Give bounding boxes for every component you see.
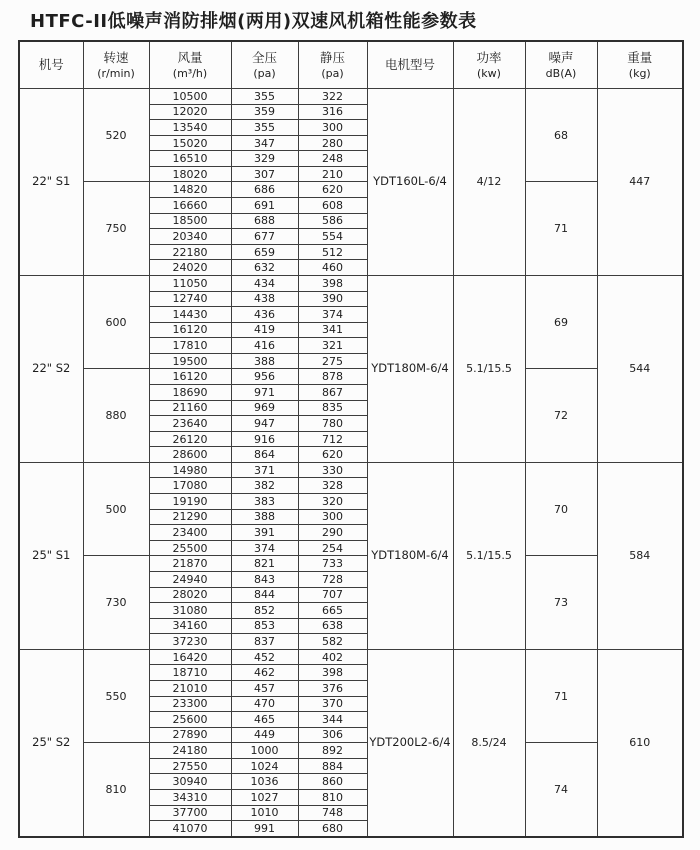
total-pressure-cell: 434 [231, 275, 298, 291]
flow-cell: 10500 [149, 89, 231, 105]
total-pressure-cell: 1000 [231, 743, 298, 759]
total-pressure-cell: 329 [231, 151, 298, 167]
flow-cell: 16120 [149, 322, 231, 338]
total-pressure-cell: 383 [231, 494, 298, 510]
static-pressure-cell: 330 [298, 462, 367, 478]
total-pressure-cell: 956 [231, 369, 298, 385]
flow-cell: 41070 [149, 821, 231, 837]
total-pressure-cell: 991 [231, 821, 298, 837]
total-pressure-cell: 436 [231, 307, 298, 323]
static-pressure-cell: 328 [298, 478, 367, 494]
static-pressure-cell: 810 [298, 790, 367, 806]
total-pressure-cell: 371 [231, 462, 298, 478]
flow-cell: 17810 [149, 338, 231, 354]
flow-cell: 18690 [149, 384, 231, 400]
static-pressure-cell: 733 [298, 556, 367, 572]
speed-cell: 880 [83, 369, 149, 462]
static-pressure-cell: 248 [298, 151, 367, 167]
weight-cell: 584 [597, 462, 683, 649]
flow-cell: 25500 [149, 540, 231, 556]
total-pressure-cell: 853 [231, 618, 298, 634]
col-header-unit: (pa) [253, 66, 276, 80]
model-cell: 22" S2 [19, 275, 83, 462]
static-pressure-cell: 620 [298, 182, 367, 198]
col-header-label: 功率 [476, 50, 502, 66]
static-pressure-cell: 402 [298, 649, 367, 665]
col-header-model [19, 41, 83, 89]
total-pressure-cell: 449 [231, 727, 298, 743]
col-header-unit: dB(A) [545, 66, 577, 80]
static-pressure-cell: 254 [298, 540, 367, 556]
total-pressure-cell: 1036 [231, 774, 298, 790]
flow-cell: 21010 [149, 680, 231, 696]
table-row [19, 743, 683, 759]
speed-cell: 600 [83, 275, 149, 368]
total-pressure-cell: 916 [231, 431, 298, 447]
motor-cell: YDT180M-6/4 [367, 275, 453, 462]
static-pressure-cell: 300 [298, 509, 367, 525]
static-pressure-cell: 398 [298, 665, 367, 681]
noise-cell: 72 [525, 369, 597, 462]
static-pressure-cell: 316 [298, 104, 367, 120]
total-pressure-cell: 821 [231, 556, 298, 572]
flow-cell: 23300 [149, 696, 231, 712]
noise-cell: 68 [525, 89, 597, 182]
static-pressure-cell: 608 [298, 198, 367, 214]
static-pressure-cell: 665 [298, 603, 367, 619]
table-row [19, 89, 683, 105]
total-pressure-cell: 969 [231, 400, 298, 416]
noise-cell: 74 [525, 743, 597, 837]
flow-cell: 14980 [149, 462, 231, 478]
total-pressure-cell: 844 [231, 587, 298, 603]
total-pressure-cell: 677 [231, 229, 298, 245]
static-pressure-cell: 398 [298, 275, 367, 291]
col-header-noise [525, 41, 597, 89]
static-pressure-cell: 290 [298, 525, 367, 541]
flow-cell: 18710 [149, 665, 231, 681]
total-pressure-cell: 374 [231, 540, 298, 556]
total-pressure-cell: 947 [231, 416, 298, 432]
static-pressure-cell: 300 [298, 120, 367, 136]
col-header-unit: (kg) [628, 66, 651, 80]
flow-cell: 15020 [149, 135, 231, 151]
static-pressure-cell: 582 [298, 634, 367, 650]
total-pressure-cell: 864 [231, 447, 298, 463]
total-pressure-cell: 416 [231, 338, 298, 354]
total-pressure-cell: 1027 [231, 790, 298, 806]
flow-cell: 23640 [149, 416, 231, 432]
total-pressure-cell: 470 [231, 696, 298, 712]
flow-cell: 18020 [149, 166, 231, 182]
total-pressure-cell: 355 [231, 89, 298, 105]
col-header-unit: (r/min) [97, 66, 135, 80]
total-pressure-cell: 971 [231, 384, 298, 400]
flow-cell: 24020 [149, 260, 231, 276]
flow-cell: 28600 [149, 447, 231, 463]
speed-cell: 500 [83, 462, 149, 555]
noise-cell: 71 [525, 182, 597, 275]
model-cell: 25" S2 [19, 649, 83, 837]
static-pressure-cell: 374 [298, 307, 367, 323]
col-header-unit: (m³/h) [172, 66, 208, 80]
col-header-flow [149, 41, 231, 89]
table-row [19, 556, 683, 572]
total-pressure-cell: 462 [231, 665, 298, 681]
col-header-weight [597, 41, 683, 89]
flow-cell: 14430 [149, 307, 231, 323]
header-row [19, 41, 683, 89]
total-pressure-cell: 1010 [231, 805, 298, 821]
flow-cell: 16510 [149, 151, 231, 167]
static-pressure-cell: 728 [298, 571, 367, 587]
flow-cell: 34310 [149, 790, 231, 806]
fan-performance-table [18, 40, 684, 838]
total-pressure-cell: 1024 [231, 758, 298, 774]
col-header-static-pressure [298, 41, 367, 89]
flow-cell: 19190 [149, 494, 231, 510]
static-pressure-cell: 376 [298, 680, 367, 696]
col-header-speed [83, 41, 149, 89]
static-pressure-cell: 344 [298, 712, 367, 728]
col-header-unit: (kw) [477, 66, 501, 80]
static-pressure-cell: 780 [298, 416, 367, 432]
noise-cell: 73 [525, 556, 597, 649]
flow-cell: 12020 [149, 104, 231, 120]
flow-cell: 13540 [149, 120, 231, 136]
static-pressure-cell: 320 [298, 494, 367, 510]
flow-cell: 16660 [149, 198, 231, 214]
flow-cell: 37700 [149, 805, 231, 821]
flow-cell: 27890 [149, 727, 231, 743]
table-row [19, 275, 683, 291]
static-pressure-cell: 884 [298, 758, 367, 774]
col-header-label: 静压 [319, 50, 345, 66]
static-pressure-cell: 210 [298, 166, 367, 182]
static-pressure-cell: 322 [298, 89, 367, 105]
total-pressure-cell: 359 [231, 104, 298, 120]
flow-cell: 28020 [149, 587, 231, 603]
flow-cell: 26120 [149, 431, 231, 447]
col-header-label: 转速 [103, 50, 129, 66]
col-header-power [453, 41, 525, 89]
motor-cell: YDT200L2-6/4 [367, 649, 453, 837]
flow-cell: 16420 [149, 649, 231, 665]
flow-cell: 31080 [149, 603, 231, 619]
flow-cell: 30940 [149, 774, 231, 790]
col-header-label: 机号 [38, 56, 64, 72]
noise-cell: 69 [525, 275, 597, 368]
flow-cell: 37230 [149, 634, 231, 650]
weight-cell: 447 [597, 89, 683, 276]
total-pressure-cell: 837 [231, 634, 298, 650]
power-cell: 5.1/15.5 [453, 275, 525, 462]
flow-cell: 34160 [149, 618, 231, 634]
weight-cell: 544 [597, 275, 683, 462]
static-pressure-cell: 306 [298, 727, 367, 743]
total-pressure-cell: 388 [231, 353, 298, 369]
static-pressure-cell: 680 [298, 821, 367, 837]
total-pressure-cell: 465 [231, 712, 298, 728]
total-pressure-cell: 355 [231, 120, 298, 136]
power-cell: 4/12 [453, 89, 525, 276]
total-pressure-cell: 452 [231, 649, 298, 665]
flow-cell: 21160 [149, 400, 231, 416]
static-pressure-cell: 835 [298, 400, 367, 416]
static-pressure-cell: 321 [298, 338, 367, 354]
flow-cell: 12740 [149, 291, 231, 307]
col-header-label: 重量 [627, 50, 653, 66]
static-pressure-cell: 707 [298, 587, 367, 603]
flow-cell: 24940 [149, 571, 231, 587]
static-pressure-cell: 748 [298, 805, 367, 821]
flow-cell: 21290 [149, 509, 231, 525]
total-pressure-cell: 659 [231, 244, 298, 260]
noise-cell: 70 [525, 462, 597, 555]
col-header-total-pressure [231, 41, 298, 89]
total-pressure-cell: 382 [231, 478, 298, 494]
col-header-label: 全压 [251, 50, 277, 66]
flow-cell: 22180 [149, 244, 231, 260]
total-pressure-cell: 419 [231, 322, 298, 338]
static-pressure-cell: 390 [298, 291, 367, 307]
static-pressure-cell: 280 [298, 135, 367, 151]
table-row [19, 649, 683, 665]
speed-cell: 550 [83, 649, 149, 742]
total-pressure-cell: 688 [231, 213, 298, 229]
total-pressure-cell: 307 [231, 166, 298, 182]
total-pressure-cell: 347 [231, 135, 298, 151]
col-header-unit: (pa) [321, 66, 344, 80]
flow-cell: 24180 [149, 743, 231, 759]
speed-cell: 730 [83, 556, 149, 649]
total-pressure-cell: 843 [231, 571, 298, 587]
static-pressure-cell: 620 [298, 447, 367, 463]
speed-cell: 750 [83, 182, 149, 275]
motor-cell: YDT160L-6/4 [367, 89, 453, 276]
static-pressure-cell: 638 [298, 618, 367, 634]
table-row [19, 369, 683, 385]
power-cell: 8.5/24 [453, 649, 525, 837]
total-pressure-cell: 388 [231, 509, 298, 525]
flow-cell: 17080 [149, 478, 231, 494]
power-cell: 5.1/15.5 [453, 462, 525, 649]
flow-cell: 23400 [149, 525, 231, 541]
model-cell: 25" S1 [19, 462, 83, 649]
static-pressure-cell: 878 [298, 369, 367, 385]
col-header-label: 风量 [177, 50, 203, 66]
static-pressure-cell: 892 [298, 743, 367, 759]
static-pressure-cell: 860 [298, 774, 367, 790]
flow-cell: 25600 [149, 712, 231, 728]
flow-cell: 16120 [149, 369, 231, 385]
model-cell: 22" S1 [19, 89, 83, 276]
speed-cell: 520 [83, 89, 149, 182]
col-header-motor [367, 41, 453, 89]
total-pressure-cell: 632 [231, 260, 298, 276]
static-pressure-cell: 712 [298, 431, 367, 447]
total-pressure-cell: 457 [231, 680, 298, 696]
total-pressure-cell: 852 [231, 603, 298, 619]
static-pressure-cell: 370 [298, 696, 367, 712]
flow-cell: 27550 [149, 758, 231, 774]
motor-cell: YDT180M-6/4 [367, 462, 453, 649]
static-pressure-cell: 460 [298, 260, 367, 276]
weight-cell: 610 [597, 649, 683, 837]
total-pressure-cell: 391 [231, 525, 298, 541]
table-row [19, 462, 683, 478]
static-pressure-cell: 867 [298, 384, 367, 400]
static-pressure-cell: 554 [298, 229, 367, 245]
static-pressure-cell: 512 [298, 244, 367, 260]
flow-cell: 20340 [149, 229, 231, 245]
static-pressure-cell: 275 [298, 353, 367, 369]
total-pressure-cell: 686 [231, 182, 298, 198]
flow-cell: 11050 [149, 275, 231, 291]
total-pressure-cell: 438 [231, 291, 298, 307]
static-pressure-cell: 341 [298, 322, 367, 338]
page-title: HTFC-II低噪声消防排烟(两用)双速风机箱性能参数表 [30, 11, 477, 32]
col-header-label: 噪声 [548, 50, 574, 66]
flow-cell: 19500 [149, 353, 231, 369]
total-pressure-cell: 691 [231, 198, 298, 214]
flow-cell: 18500 [149, 213, 231, 229]
table-row [19, 182, 683, 198]
noise-cell: 71 [525, 649, 597, 742]
col-header-label: 电机型号 [384, 56, 435, 72]
flow-cell: 21870 [149, 556, 231, 572]
static-pressure-cell: 586 [298, 213, 367, 229]
flow-cell: 14820 [149, 182, 231, 198]
speed-cell: 810 [83, 743, 149, 837]
